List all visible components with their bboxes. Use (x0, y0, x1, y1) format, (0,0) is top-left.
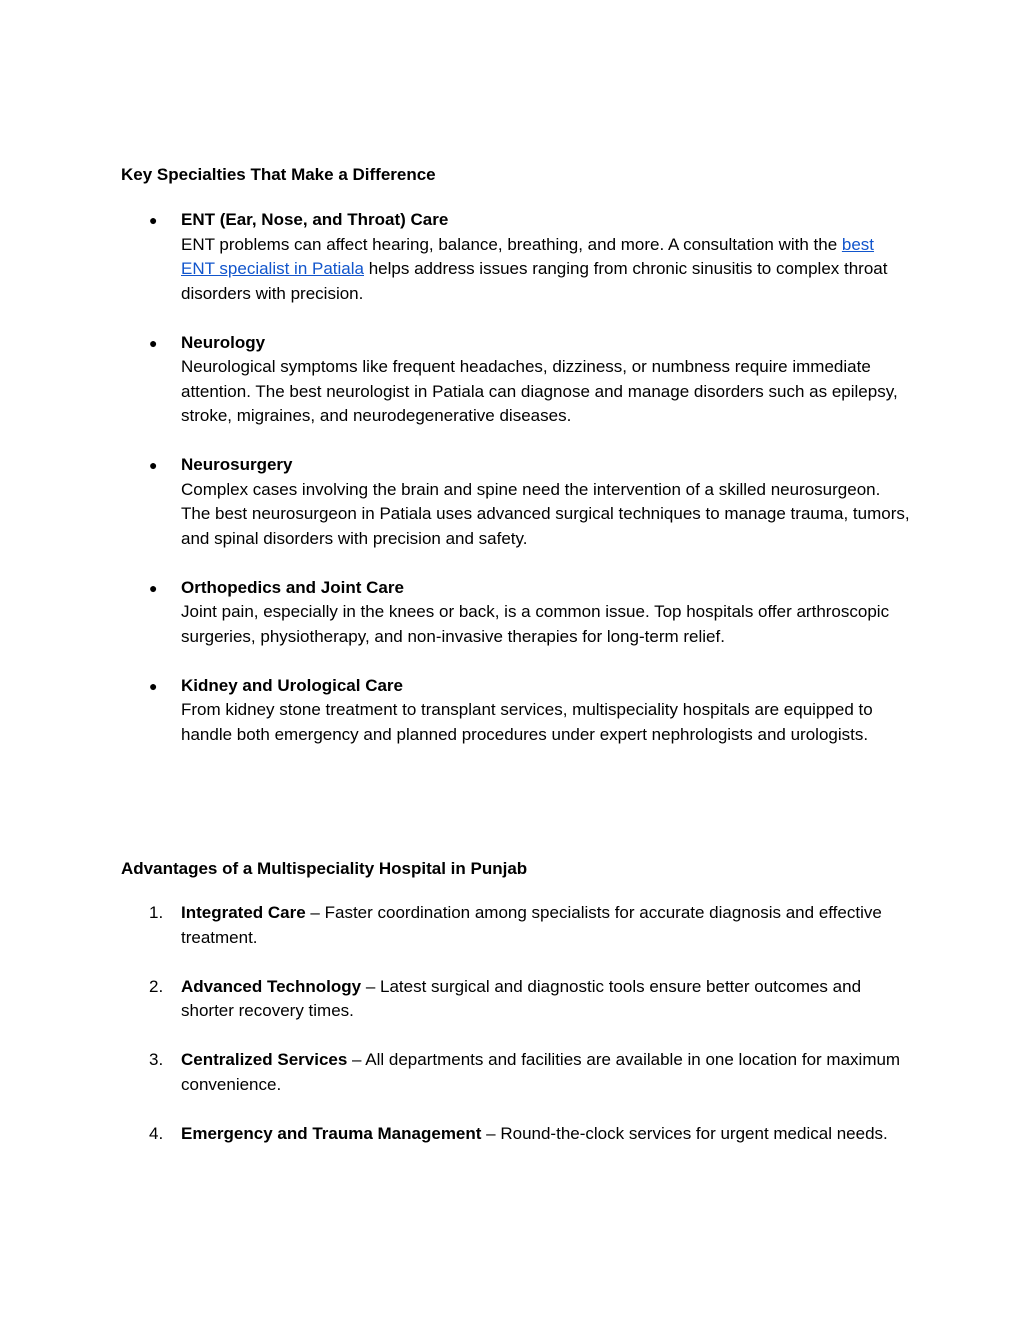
list-item-orthopedics (121, 576, 911, 650)
item-title: Kidney and Urological Care (181, 675, 403, 695)
bullet-icon: ● (149, 677, 158, 694)
list-item-integrated-care (121, 901, 911, 950)
section-heading-advantages: Advantages of a Multispeciality Hospital in Punjab (121, 859, 528, 878)
list-item-kidney (121, 674, 911, 748)
advantages-list (121, 901, 911, 1171)
item-body: Neurological symptoms like frequent headaches, dizziness, or numbness require immediate attention. The best neurologist in Patiala can diagnose and manage disorders such as epilepsy, stroke, migraines, and neurodegenerative diseases. (181, 357, 898, 425)
list-number: 4. (149, 1123, 164, 1143)
bullet-icon: ● (149, 457, 158, 473)
item-body: Joint pain, especially in the knees or back, is a common issue. Top hospitals offer arthroscopic surgeries, physiotherapy, and non-invasive therapies for long-term relief. (181, 602, 890, 646)
specialties-list (121, 208, 911, 772)
list-number: 3. (149, 1050, 164, 1069)
list-item-emergency (121, 1122, 911, 1147)
list-item-centralized-services (121, 1048, 911, 1097)
item-text: – Latest surgical and diagnostic tools ensure better outcomes and shorter recovery times. (181, 976, 862, 1020)
item-text: – Faster coordination among specialists for accurate diagnosis and effective treatment. (181, 903, 882, 947)
item-title: Advanced Technology (181, 976, 362, 996)
list-item-advanced-technology (121, 975, 911, 1024)
list-number: 2. (149, 976, 164, 996)
item-title: Orthopedics and Joint Care (181, 577, 404, 597)
item-body: Complex cases involving the brain and spine need the intervention of a skilled neurosurgeon. The best neurosurgeon in Patiala uses advanced surgical techniques to manage trauma, tumors, and spinal disorders with precision and safety. (181, 479, 910, 548)
item-body: From kidney stone treatment to transplant services, multispeciality hospitals are equipped to handle both emergency and planned procedures under expert nephrologists and urologists. (181, 700, 873, 744)
ent-specialist-link[interactable]: best ENT specialist in Patiala (181, 234, 875, 278)
item-text-after: helps address issues ranging from chronic sinusitis to complex throat disorders with precision. (181, 259, 888, 303)
item-body (181, 233, 911, 307)
list-item-neurology (121, 331, 911, 429)
list-item-ent (121, 208, 911, 306)
bullet-icon: ● (149, 579, 158, 596)
item-title: Integrated Care (181, 903, 306, 922)
item-text-before: ENT problems can affect hearing, balance, breathing, and more. A consultation with the (181, 234, 842, 254)
list-number: 1. (149, 903, 164, 922)
item-title: Neurosurgery (181, 455, 293, 474)
item-text: – All departments and facilities are available in one location for maximum convenience. (181, 1050, 901, 1094)
bullet-icon: ● (149, 212, 158, 228)
list-item-neurosurgery (121, 453, 911, 551)
item-title: Centralized Services (181, 1050, 348, 1069)
item-title: Emergency and Trauma Management (181, 1123, 482, 1143)
section-heading-key-specialties: Key Specialties That Make a Difference (121, 165, 436, 184)
item-title: ENT (Ear, Nose, and Throat) Care (181, 210, 449, 229)
item-text: – Round-the-clock services for urgent medical needs. (481, 1123, 888, 1143)
item-title: Neurology (181, 332, 266, 352)
bullet-icon: ● (149, 334, 158, 351)
